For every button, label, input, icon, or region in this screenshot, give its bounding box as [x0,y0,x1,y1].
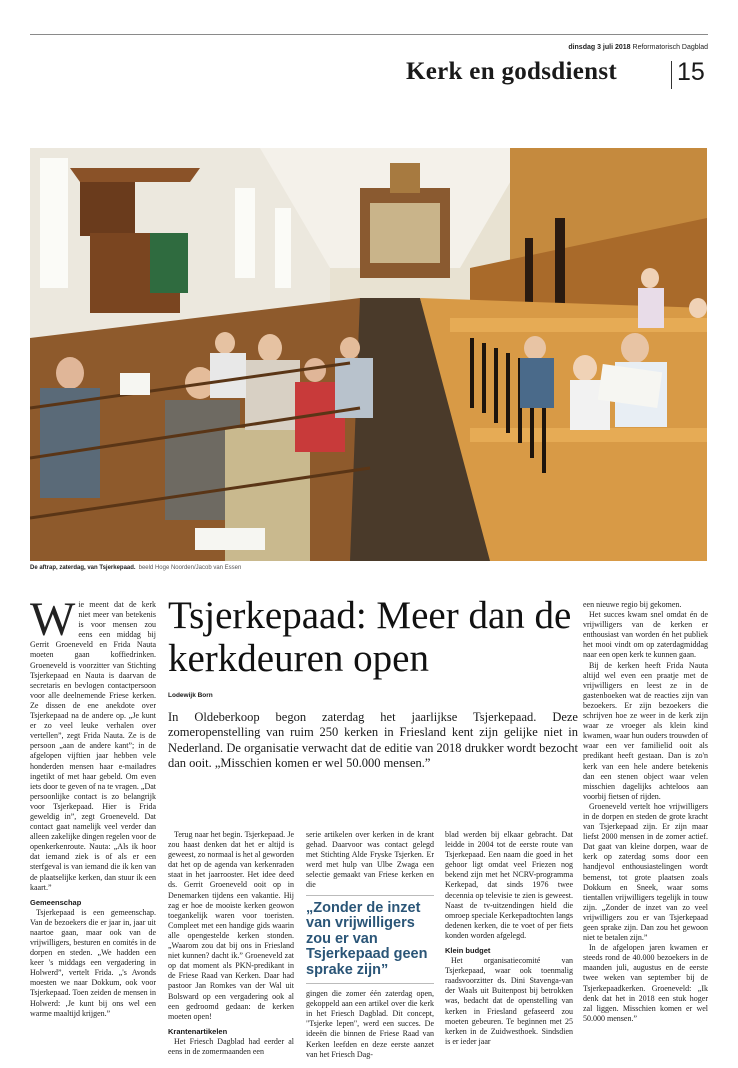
photo-caption [30,565,241,571]
caption-text: De aftrap, zaterdag, van Tsjerkepaad. [30,565,136,571]
body-paragraph: Tsjerkepaad is een gemeenschap. Van de bezoekers die er jaar in, jaar uit naartoe gaan, maar ook van de vrijwilligers, besturen en comités in de dorpen en steden. „We hadden een keer 's middags een vergadering in Holwerd”, vertelt Frida. „'s Avonds moesten we naar Dokkum, ook voor Tsjerkepaad. Toen zeiden de mensen in Holwerd: ‚Je kunt bij ons wel een warme maaltijd krijgen.” [30,907,156,1018]
body-paragraph: Terug naar het begin. Tsjerkepaad. Je zou haast denken dat het er altijd is geweest, zo normaal is het al geworden dat het op de agenda van kerkenraden staat in het jaarrooster. Het idee deed ds. Gerrit Groeneveld ooit op in Denemarken tijdens een vakantie. Hij zag er hoe de mooiste kerken geowon toegankelijk waren voor toeristen. Compleet met een handige gids waarin alle opengestelde kerken stonden. „Waarom zou dat bij ons in Friesland niet kunnen? dacht ik.” Groeneveld zat op dat moment als PKN-predikant in de Friese Raad van Kerken. Daar had pastoor Jan Romkes van der Wal uit Bolsward op een vergadering ook al een gedroomd gedaan: de kerken moeten open! [168,830,294,1021]
issue-date: dinsdag 3 juli 2018 [568,44,631,51]
byline: Lodewijk Born [168,692,213,699]
body-paragraph: In de afgelopen jaren kwamen er steeds rond de 40.000 bezoekers in de maanden juli, augustus en de eerste twee weken van september bij de Tsjerkepaadkerken. Groeneveld: „Ik denk dat het in 2018 een stuk hoger zal liggen. Misschien komen er wel 50.000 mensen.” [583,943,708,1023]
quote-rule [306,983,434,984]
quote-rule [306,895,434,896]
body-paragraph: ie meent dat de kerk niet meer van betekenis is voor mensen zou eens een middag bij Gerrit Groeneveld en Frida Nauta moeten gaan koffiedrinken. Groeneveld is voorzitter van Stichting Tsjerkepaad en Nauta is daarvan de secretaris en bevlogen contactpersoon voor alle deelnemende Friese kerken. Ze dissen de ene anekdote over Tsjerkepaad na de andere op. „Je kunt er zo veel leuke verhalen over vertellen”, zegt Frida Nauta. Ze is de persoon „aan de andere kant”; in de afgelopen vijftien jaar hebben vele honderden mensen haar e-mailadres ingetikt of met haar gebeld. Om even iets door te geven of na te vragen. „Dat persoonlijke contact is zo belangrijk voor Tsjerkepaad. Hier is Frida geweldig in”, zegt Groeneveld. Dat contact gaat namelijk veel verder dan alleen zakelijke dingen regelen voor de openkerkenroute. Nauta: „Als ik hoor dat iemand ziek is of als er een sterfgeval is van iemand die ik ken van de plaatselijke kerken, dan stuur ik een kaart.” [30,600,156,892]
column-5 [583,600,708,1024]
section-divider [671,61,672,89]
body-paragraph: Bij de kerken heeft Frida Nauta altijd wel even een praatje met de vrijwilligers en leest ze in de gastenboeken wat de reacties zijn van bezoekers. Er zijn bezoekers die schrijven hoe ze weer in de kerk zijn waar ze vroeger als klein kind kwamen, waar hun ouders trouwden of waar een ver familielid ooit als predikant heeft gestaan. Dan is zo'n kerk van een hele andere betekenis dan een stenen object waar velen misschien dagelijks achteloos aan voorbij fietsen of rijden. [583,660,708,801]
subheading: Krantenartikelen [168,1026,228,1036]
newspaper-name: Reformatorisch Dagblad [632,44,708,51]
column-1 [30,593,156,1019]
column-4 [445,830,573,1047]
section-title: Kerk en godsdienst [406,58,617,85]
body-paragraph: Het succes kwam snel omdat én de vrijwilligers van de kerken er enthousiast van worden én het publiek het mooi vindt om op zaterdagmiddag naar een open kerk te kunnen gaan. [583,610,708,660]
page-number: 15 [677,58,705,86]
body-paragraph: blad werden bij elkaar gebracht. Dat leidde in 2004 tot de eerste route van Tsjerkepaad. Een naam die goed in het gehoor ligt omdat veel Friezen nog bekend zijn met het NCRV-programma Kerkepad, dat sinds 1976 twee decennia op televisie te zien is geweest. Naast de tv-uitzendingen hield die omroep speciale Kerkepadtochten langs dedenen kerken, die te voet of per fiets konden worden afgelegd. [445,830,573,940]
body-paragraph: een nieuwe regio bij gekomen. [583,600,682,609]
article-intro: In Oldeberkoop begon zaterdag het jaarlijkse Tsjerkepaad. Deze zomeropenstelling van ruim 250 kerken in Friesland kent zijn gelijke niet in Nederland. De organisatie verwacht dat de editie van 2018 drukker wordt bezocht dan ooit. „Misschien komen er wel 50.000 mensen.” [168,710,578,770]
church-photo [30,148,707,561]
body-paragraph: Het Friesch Dagblad had eerder al eens in de zomermaanden een [168,1036,294,1056]
subheading: Klein budget [445,946,491,956]
column-2 [168,830,294,1057]
photo-credit: beeld Hoge Noorden/Jacob van Essen [138,565,242,571]
body-paragraph: serie artikelen over kerken in de krant gehad. Daarvoor was contact gelegd met Stichting Alde Fryske Tsjerken. Er werd met hulp van Ulbe Zwaga een selectie gemaakt van Friese kerken en die [306,830,434,890]
top-rule [30,34,708,35]
subheading: Gemeenschap [30,897,82,907]
body-paragraph: gingen die zomer één zaterdag open, gekoppeld aan een artikel over die kerk in het Friesch Dagblad. Dit concept, "Tsjerke lepen", werd een succes. De ideeën die binnen de Friese Raad van Kerken leefden en deze eerste aanzet van het Friesch Dag- [306,989,434,1059]
dateline [568,44,708,51]
article-headline: Tsjerkepaad: Meer dan de kerkdeuren open [168,594,572,680]
drop-cap: W [30,593,76,646]
body-paragraph: Het organisatiecomité van Tsjerkepaad, waar ook toenmalig raadsvoorzitter ds. Dini Stavenga-van der Waals uit Buitenpost bij betrokken was, bedacht dat de openstelling van kerken in Friesland gefaseerd zou moeten gebeuren. Te beginnen met 25 kerken in de Zuidwesthoek. Sindsdien is er ieder jaar [445,956,573,1046]
pull-quote: „Zonder de inzet van vrijwilligers zou er van Tsjerkepaad geen sprake zijn” [306,899,428,978]
body-paragraph: Groeneveld vertelt hoe vrijwilligers in de dorpen en steden de grote kracht van Tsjerkepaad zijn. Er zijn maar liefst 2000 mensen in de zomer actief. Dat gaat van kleine dorpen, waar de kerk op zaterdag soms door een handjevol enthousiastelingen wordt bemenst, tot grote plaatsen zoals Dokkum en Sneek, waar soms tientallen vrijwilligers tegelijk in touw zijn. „Zonder de inzet van zo veel vrijwilligers zou er van Tsjerkepaad geen sprake zijn. Dan zou het gewoon niet te betalen zijn.” [583,801,708,943]
column-3 [306,830,434,1060]
